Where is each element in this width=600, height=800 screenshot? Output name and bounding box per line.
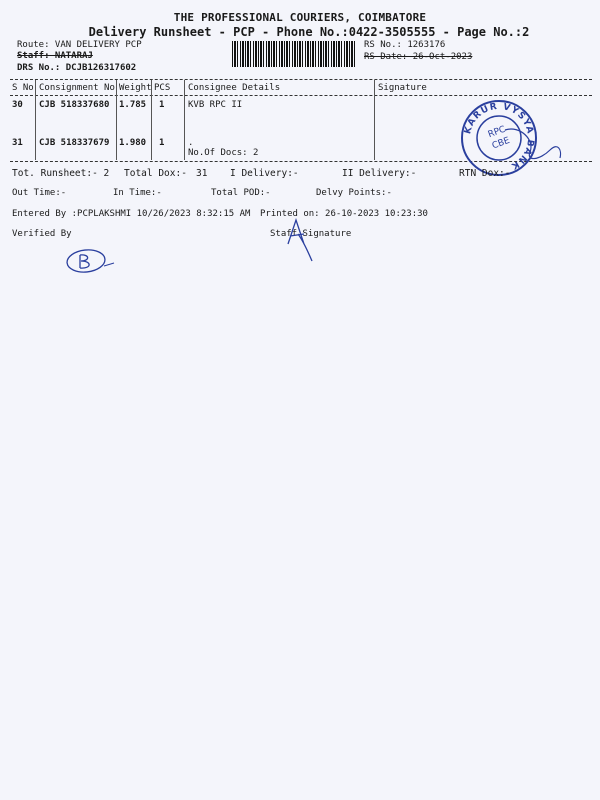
- row-consignee: KVB RPC II: [188, 100, 243, 110]
- col-divider: [35, 80, 36, 160]
- out-time: Out Time:-: [12, 188, 67, 198]
- delvy-points: Delvy Points:-: [316, 188, 392, 198]
- rtn-dox: RTN Dox:-: [459, 168, 511, 179]
- entered-by: Entered By :PCPLAKSHMI 10/26/2023 8:32:15 AM: [12, 209, 251, 219]
- no-of-docs: No.Of Docs: 2: [188, 148, 259, 158]
- col-header-sno: S No: [12, 83, 34, 93]
- row-weight: 1.785: [119, 100, 147, 110]
- i-delivery: I Delivery:-: [230, 168, 299, 179]
- col-divider: [374, 80, 375, 160]
- barcode: [232, 41, 356, 67]
- col-header-pcs: PCS: [154, 83, 171, 93]
- col-divider: [184, 80, 185, 160]
- row-weight: 1.980: [119, 138, 147, 148]
- in-time: In Time:-: [113, 188, 162, 198]
- table-header-rule: [10, 95, 592, 96]
- row-consignment: CJB 518337680: [39, 100, 110, 110]
- signature-scribble-icon: [500, 120, 570, 170]
- ii-delivery: II Delivery:-: [342, 168, 417, 179]
- col-header-weight: Weight: [119, 83, 152, 93]
- row-consignment: CJB 518337679: [39, 138, 110, 148]
- col-header-signature: Signature: [378, 83, 427, 93]
- staff-signature-mark-icon: [280, 214, 320, 264]
- col-header-consignee: Consignee Details: [188, 83, 281, 93]
- tot-runsheet: Tot. Runsheet:- 2: [12, 168, 110, 179]
- col-divider: [116, 80, 117, 160]
- total-pod: Total POD:-: [211, 188, 271, 198]
- total-dox-label: Total Dox:-: [124, 168, 187, 179]
- col-divider: [151, 80, 152, 160]
- verified-by: Verified By: [12, 229, 72, 239]
- runsheet-subtitle: Delivery Runsheet - PCP - Phone No.:0422-3505555 - Page No.:2: [88, 25, 530, 39]
- total-dox-value: 31: [196, 168, 208, 179]
- staff-label: Staff: NATARAJ: [17, 51, 93, 61]
- drs-number: DRS No.: DCJB126317602: [17, 63, 137, 73]
- stamp-line2: CBE: [490, 135, 512, 152]
- staff-signature-label: Staff Signature: [270, 229, 352, 239]
- row-consignee: .: [188, 138, 194, 148]
- printed-on: Printed on: 26-10-2023 10:23:30: [260, 209, 428, 219]
- stamp-ring-text: KARUR VYSYA BANK: [463, 101, 536, 172]
- row-pcs: 1: [159, 100, 165, 110]
- stamp-line1: RPC: [486, 124, 508, 141]
- company-title: THE PROFESSIONAL COURIERS, COIMBATORE: [173, 11, 427, 24]
- rs-date: RS Date: 26-Oct-2023: [364, 52, 473, 62]
- table-top-rule: [10, 79, 592, 80]
- verifier-initial-icon: [62, 246, 118, 276]
- row-pcs: 1: [159, 138, 165, 148]
- route-label: Route: VAN DELIVERY PCP: [17, 40, 142, 50]
- rs-number: RS No.: 1263176: [364, 40, 446, 50]
- col-header-consignment: Consignment No: [39, 83, 115, 93]
- row-sno: 31: [12, 138, 23, 148]
- row-sno: 30: [12, 100, 23, 110]
